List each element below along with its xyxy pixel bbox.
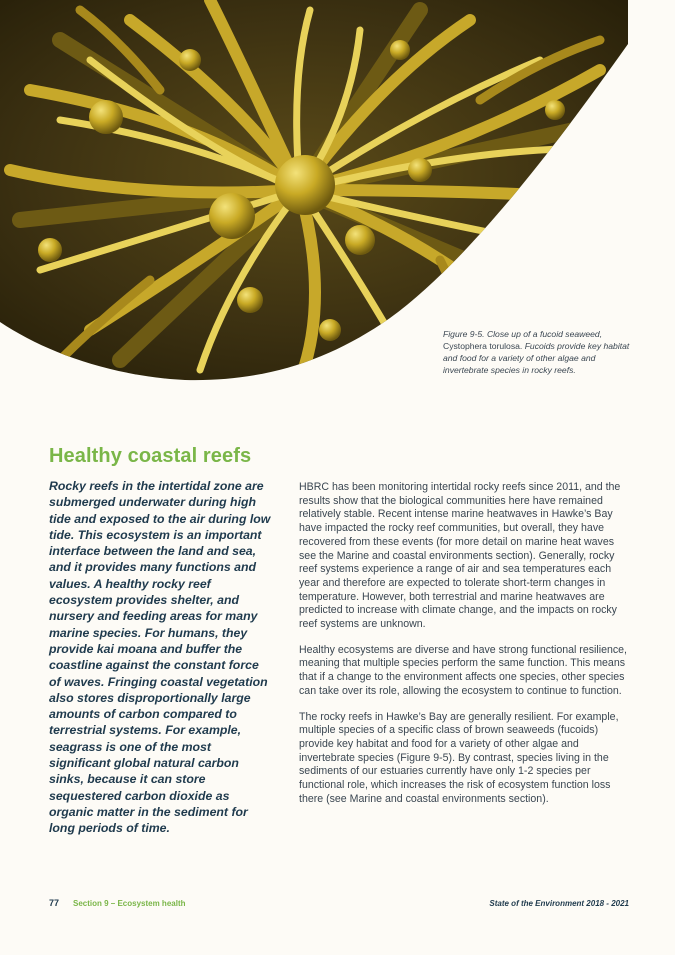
page-footer <box>49 898 629 912</box>
section-heading: Healthy coastal reefs <box>49 445 252 467</box>
body-paragraph-2: Healthy ecosystems are diverse and have strong functional resilience, meaning that multiple species perform the same function. This means that if a change to the environment affects one species, other species can take over its role, allowing the ecosystem to continue to function. <box>299 643 627 697</box>
page-number: 77 <box>49 898 60 908</box>
figure-caption <box>443 328 633 376</box>
caption-prefix: Figure 9-5. Close up of a fucoid seaweed, <box>443 329 603 339</box>
caption-species: Cystophera torulosa. <box>443 341 523 351</box>
caption-rest: Fucoids provide key habitat and food for a variety of other algae and invertebrate species in rocky reefs. <box>443 341 630 375</box>
intro-paragraph: Rocky reefs in the intertidal zone are submerged underwater during high tide and exposed to the air during low tide. This ecosystem is an important interface between the land and sea, and it provides many functions and values. A healthy rocky reef ecosystem provides shelter, and nursery and feeding areas for many marine species. For humans, they provide kai moana and buffer the coastline against the constant force of waves. Fringing coastal vegetation also stores disproportionally large amounts of carbon compared to terrestrial systems. For example, seagrass is one of the most significant global natural carbon sinks, because it can store sequestered carbon dioxide as organic matter in the sediment for long periods of time. <box>49 479 271 836</box>
footer-section: Section 9 – Ecosystem health <box>73 899 186 908</box>
footer-report-title: State of the Environment 2018 - 2021 <box>489 899 629 908</box>
body-column <box>299 481 629 818</box>
body-paragraph-1: HBRC has been monitoring intertidal rocky reefs since 2011, and the results show that the biological communities here have remained relatively stable. Recent intense marine heatwaves in Hawke’s Bay have impacted the rocky reef communities, but overall, they have recovered from these events (for more detail on marine heat waves see the Marine and coastal environments section). Generally, rocky reef systems experience a range of air and sea temperatures each year and therefore are expected to tolerate short-term changes in temperature. However, both terrestrial and marine heatwaves are predicted to increase with climate change, and the impacts on rocky reef systems are unknown. <box>299 481 621 631</box>
body-paragraph-3: The rocky reefs in Hawke’s Bay are generally resilient. For example, multiple species of a specific class of brown seaweeds (fucoids) provide key habitat and food for a variety of other algae and invertebrate species (Figure 9-5). By contrast, species living in the sediments of our estuaries currently have only 1-2 species per functional role, which increases the risk of ecosystem function loss there (see Marine and coastal environments section). <box>299 710 619 805</box>
